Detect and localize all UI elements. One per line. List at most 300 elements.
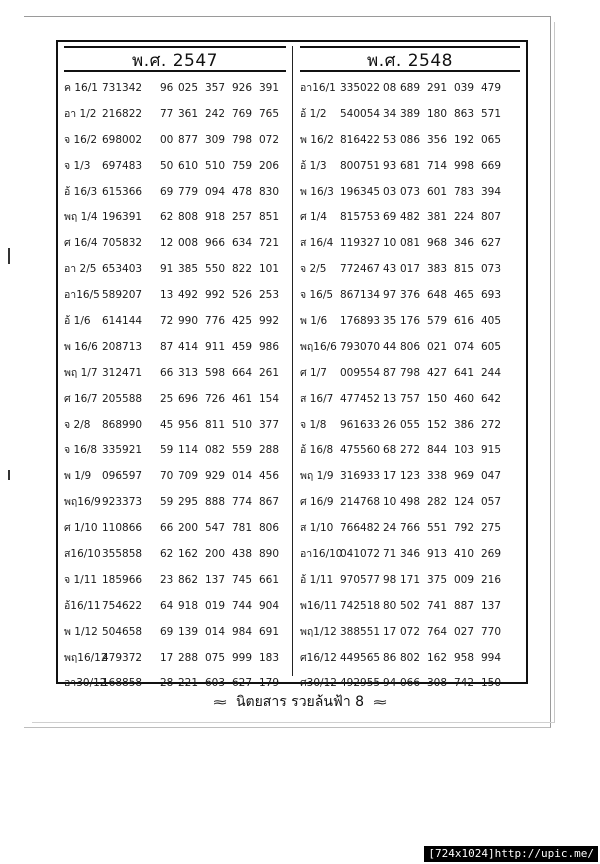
first-prize: 970577: [340, 573, 381, 586]
draw-date: อ้ 16/8: [300, 444, 334, 457]
three-digit: 086: [400, 133, 421, 146]
three-digit: 391: [259, 82, 280, 94]
result-row: [64, 257, 286, 283]
three-digit: 958: [454, 651, 475, 664]
draw-date: พ 16/3: [300, 185, 334, 198]
result-row: [300, 620, 520, 646]
result-row: [64, 231, 286, 257]
result-row: [64, 594, 286, 620]
three-digit: 405: [481, 315, 502, 328]
three-digit: 309: [205, 133, 226, 146]
first-prize: 477452: [340, 392, 381, 405]
result-row: [300, 309, 520, 335]
three-digit: 346: [400, 548, 421, 561]
three-digit: 150: [481, 677, 502, 690]
three-digit: 282: [427, 496, 448, 509]
draw-date: จ 16/5: [300, 289, 334, 302]
three-digit: 162: [427, 651, 448, 664]
draw-date: อา 2/5: [64, 263, 97, 276]
three-digit: 313: [178, 366, 199, 379]
three-digit: 783: [454, 185, 475, 198]
result-row: [64, 76, 286, 102]
first-prize: 540054: [340, 107, 381, 120]
scan-mark: [8, 248, 10, 264]
three-digit: 601: [427, 185, 448, 198]
three-digit: 559: [232, 444, 253, 457]
first-prize: 335022: [340, 82, 381, 94]
three-digit: 081: [400, 237, 421, 250]
result-row: [300, 335, 520, 361]
first-prize: 698002: [102, 133, 143, 146]
two-digit: 69: [160, 625, 174, 638]
result-row: [64, 102, 286, 128]
result-row: [64, 464, 286, 490]
three-digit: 152: [427, 418, 448, 431]
draw-date: พ 16/6: [64, 340, 98, 353]
two-digit: 35: [383, 315, 397, 328]
first-prize: 615366: [102, 185, 143, 198]
three-digit: 047: [481, 470, 502, 483]
three-digit: 377: [259, 418, 280, 431]
result-row: [300, 361, 520, 387]
three-digit: 764: [427, 625, 448, 638]
three-digit: 598: [205, 366, 226, 379]
three-digit: 253: [259, 289, 280, 302]
two-digit: 97: [383, 289, 397, 302]
three-digit: 074: [454, 340, 475, 353]
two-digit: 50: [160, 159, 174, 172]
three-digit: 992: [205, 289, 226, 302]
three-digit: 904: [259, 599, 280, 612]
draw-date: พฤ16/12: [64, 651, 108, 664]
three-digit: 681: [400, 159, 421, 172]
three-digit: 465: [454, 289, 475, 302]
three-digit: 956: [178, 418, 199, 431]
three-digit: 014: [232, 470, 253, 483]
draw-date: พฤ16/9: [64, 496, 101, 509]
three-digit: 072: [259, 133, 280, 146]
three-digit: 709: [178, 470, 199, 483]
three-digit: 547: [205, 522, 226, 535]
three-digit: 648: [427, 289, 448, 302]
three-digit: 742: [454, 677, 475, 690]
result-row: [300, 646, 520, 672]
three-digit: 641: [454, 366, 475, 379]
two-digit: 87: [160, 340, 174, 353]
first-prize: 119327: [340, 237, 381, 250]
three-digit: 357: [205, 82, 226, 94]
first-prize: 754622: [102, 599, 143, 612]
result-row: [64, 180, 286, 206]
three-digit: 101: [259, 263, 280, 276]
three-digit: 779: [178, 185, 199, 198]
two-digit: 08: [383, 82, 397, 94]
draw-date: อา30/12: [64, 677, 107, 690]
two-digit: 28: [160, 677, 174, 690]
two-digit: 98: [383, 573, 397, 586]
three-digit: 176: [400, 315, 421, 328]
three-digit: 308: [427, 677, 448, 690]
three-digit: 550: [205, 263, 226, 276]
three-digit: 482: [400, 211, 421, 224]
result-row: [300, 205, 520, 231]
result-row: [300, 594, 520, 620]
three-digit: 741: [427, 599, 448, 612]
two-digit: 68: [383, 444, 397, 457]
ornament-left-icon: ≈: [212, 695, 229, 709]
draw-date: พฤ 1/9: [300, 470, 334, 483]
first-prize: 653403: [102, 263, 143, 276]
three-digit: 992: [259, 315, 280, 328]
three-digit: 492: [178, 289, 199, 302]
draw-date: จ 1/8: [300, 418, 327, 431]
three-digit: 862: [178, 573, 199, 586]
three-digit: 605: [481, 340, 502, 353]
three-digit: 288: [259, 444, 280, 457]
first-prize: 504658: [102, 625, 143, 638]
two-digit: 86: [383, 651, 397, 664]
result-row: [64, 154, 286, 180]
three-digit: 867: [259, 496, 280, 509]
three-digit: 918: [178, 599, 199, 612]
three-digit: 361: [178, 107, 199, 120]
draw-date: พ 1/6: [300, 315, 328, 328]
three-digit: 385: [178, 263, 199, 276]
three-digit: 811: [205, 418, 226, 431]
draw-date: อา16/5: [64, 289, 100, 302]
three-digit: 815: [454, 263, 475, 276]
first-prize: 766482: [340, 522, 381, 535]
three-digit: 008: [178, 237, 199, 250]
three-digit: 984: [232, 625, 253, 638]
three-digit: 798: [232, 133, 253, 146]
draw-date: จ 2/5: [300, 263, 327, 276]
result-row: [64, 309, 286, 335]
three-digit: 200: [178, 522, 199, 535]
three-digit: 394: [481, 185, 502, 198]
three-digit: 291: [427, 82, 448, 94]
three-digit: 765: [259, 107, 280, 120]
result-row: [300, 283, 520, 309]
two-digit: 59: [160, 496, 174, 509]
watermark: [724x1024]http://upic.me/: [424, 846, 598, 862]
three-digit: 376: [400, 289, 421, 302]
three-digit: 073: [400, 185, 421, 198]
draw-date: ศ 16/4: [64, 237, 98, 250]
first-prize: 185966: [102, 573, 143, 586]
first-prize: 216822: [102, 107, 143, 120]
two-digit: 87: [383, 366, 397, 379]
result-row: [64, 490, 286, 516]
two-digit: 10: [383, 237, 397, 250]
three-digit: 808: [178, 211, 199, 224]
year-column-2547: [64, 46, 286, 697]
two-digit: 53: [383, 133, 397, 146]
two-digit: 66: [160, 366, 174, 379]
first-prize: 009554: [340, 366, 381, 379]
three-digit: 242: [205, 107, 226, 120]
first-prize: 867134: [340, 289, 381, 302]
three-digit: 183: [259, 651, 280, 664]
three-digit: 039: [454, 82, 475, 94]
first-prize: 208713: [102, 340, 143, 353]
result-row: [64, 205, 286, 231]
result-row: [64, 620, 286, 646]
draw-date: ส 16/4: [300, 237, 334, 250]
two-digit: 44: [383, 340, 397, 353]
three-digit: 072: [400, 625, 421, 638]
three-digit: 999: [232, 651, 253, 664]
result-row: [64, 568, 286, 594]
two-digit: 64: [160, 599, 174, 612]
result-row: [64, 542, 286, 568]
three-digit: 139: [178, 625, 199, 638]
three-digit: 759: [232, 159, 253, 172]
result-row: [300, 464, 520, 490]
three-digit: 180: [427, 107, 448, 120]
three-digit: 055: [400, 418, 421, 431]
result-row: [300, 516, 520, 542]
three-digit: 603: [205, 677, 226, 690]
first-prize: 697483: [102, 159, 143, 172]
three-digit: 269: [481, 548, 502, 561]
two-digit: 43: [383, 263, 397, 276]
three-digit: 410: [454, 548, 475, 561]
two-digit: 17: [160, 651, 174, 664]
first-prize: 492955: [340, 677, 381, 690]
three-digit: 221: [178, 677, 199, 690]
first-prize: 176893: [340, 315, 381, 328]
draw-date: พ 16/2: [300, 133, 334, 146]
two-digit: 93: [383, 159, 397, 172]
three-digit: 918: [205, 211, 226, 224]
three-digit: 383: [427, 263, 448, 276]
first-prize: 742518: [340, 599, 381, 612]
three-digit: 057: [481, 496, 502, 509]
first-prize: 196391: [102, 211, 143, 224]
draw-date: อ้16/11: [64, 599, 101, 612]
two-digit: 62: [160, 211, 174, 224]
first-prize: 096597: [102, 470, 143, 483]
draw-date: ศ 1/7: [300, 366, 327, 379]
three-digit: 664: [232, 366, 253, 379]
three-digit: 356: [427, 133, 448, 146]
three-digit: 150: [427, 392, 448, 405]
three-digit: 206: [259, 159, 280, 172]
result-row: [300, 102, 520, 128]
three-digit: 998: [454, 159, 475, 172]
result-row: [300, 542, 520, 568]
three-digit: 171: [400, 573, 421, 586]
three-digit: 510: [232, 418, 253, 431]
three-digit: 082: [205, 444, 226, 457]
three-digit: 792: [454, 522, 475, 535]
magazine-name: นิตยสาร รวยล้นฟ้า 8: [235, 694, 365, 710]
three-digit: 579: [427, 315, 448, 328]
three-digit: 338: [427, 470, 448, 483]
three-digit: 915: [481, 444, 502, 457]
first-prize: 793070: [340, 340, 381, 353]
two-digit: 17: [383, 470, 397, 483]
three-digit: 774: [232, 496, 253, 509]
three-digit: 288: [178, 651, 199, 664]
result-row: [64, 387, 286, 413]
two-digit: 24: [383, 522, 397, 535]
three-digit: 714: [427, 159, 448, 172]
result-row: [300, 128, 520, 154]
two-digit: 66: [160, 522, 174, 535]
scan-mark: [8, 470, 10, 480]
three-digit: 386: [454, 418, 475, 431]
three-digit: 479: [481, 82, 502, 94]
three-digit: 009: [454, 573, 475, 586]
three-digit: 822: [232, 263, 253, 276]
result-row: [300, 387, 520, 413]
three-digit: 019: [205, 599, 226, 612]
first-prize: 110866: [102, 522, 143, 535]
three-digit: 066: [400, 677, 421, 690]
result-row: [64, 646, 286, 672]
three-digit: 017: [400, 263, 421, 276]
first-prize: 335921: [102, 444, 143, 457]
two-digit: 69: [160, 185, 174, 198]
draw-date: ค 16/1: [64, 82, 98, 94]
three-digit: 969: [454, 470, 475, 483]
draw-date: พฤ16/6: [300, 340, 337, 353]
year-column-2548: [300, 46, 520, 697]
result-row: [300, 413, 520, 439]
three-digit: 456: [259, 470, 280, 483]
result-row: [300, 438, 520, 464]
two-digit: 71: [383, 548, 397, 561]
result-row: [300, 257, 520, 283]
draw-date: จ 2/8: [64, 418, 91, 431]
two-digit: 23: [160, 573, 174, 586]
draw-date: พฤ1/12: [300, 625, 337, 638]
result-row: [64, 335, 286, 361]
three-digit: 669: [481, 159, 502, 172]
draw-date: จ 16/2: [64, 133, 98, 146]
three-digit: 065: [481, 133, 502, 146]
draw-date: จ 1/11: [64, 573, 98, 586]
three-digit: 627: [232, 677, 253, 690]
ornament-right-icon: ≈: [371, 695, 388, 709]
draw-date: อ้ 1/6: [64, 315, 91, 328]
year-header: พ.ศ. 2547: [64, 46, 286, 72]
three-digit: 863: [454, 107, 475, 120]
first-prize: 816422: [340, 133, 381, 146]
three-digit: 073: [481, 263, 502, 276]
two-digit: 62: [160, 548, 174, 561]
two-digit: 25: [160, 392, 174, 405]
three-digit: 776: [205, 315, 226, 328]
two-digit: 17: [383, 625, 397, 638]
three-digit: 770: [481, 625, 502, 638]
three-digit: 691: [259, 625, 280, 638]
three-digit: 381: [427, 211, 448, 224]
two-digit: 77: [160, 107, 174, 120]
three-digit: 926: [232, 82, 253, 94]
three-digit: 137: [205, 573, 226, 586]
first-prize: 475560: [340, 444, 381, 457]
three-digit: 986: [259, 340, 280, 353]
first-prize: 705832: [102, 237, 143, 250]
three-digit: 781: [232, 522, 253, 535]
first-prize: 800751: [340, 159, 381, 172]
three-digit: 830: [259, 185, 280, 198]
three-digit: 257: [232, 211, 253, 224]
first-prize: 868990: [102, 418, 143, 431]
three-digit: 162: [178, 548, 199, 561]
draw-date: พฤ 1/7: [64, 366, 98, 379]
first-prize: 479372: [102, 651, 143, 664]
three-digit: 851: [259, 211, 280, 224]
two-digit: 12: [160, 237, 174, 250]
three-digit: 224: [454, 211, 475, 224]
first-prize: 041072: [340, 548, 381, 561]
draw-date: พ16/11: [300, 599, 338, 612]
first-prize: 205588: [102, 392, 143, 405]
draw-date: ศ30/12: [300, 677, 337, 690]
two-digit: 70: [160, 470, 174, 483]
three-digit: 887: [454, 599, 475, 612]
draw-date: พ 1/9: [64, 470, 92, 483]
draw-date: ศ 1/4: [300, 211, 327, 224]
two-digit: 80: [383, 599, 397, 612]
two-digit: 45: [160, 418, 174, 431]
draw-date: ส 16/7: [300, 392, 334, 405]
three-digit: 094: [205, 185, 226, 198]
three-digit: 806: [259, 522, 280, 535]
result-row: [64, 516, 286, 542]
two-digit: 91: [160, 263, 174, 276]
three-digit: 745: [232, 573, 253, 586]
three-digit: 375: [427, 573, 448, 586]
three-digit: 844: [427, 444, 448, 457]
three-digit: 744: [232, 599, 253, 612]
result-rows: [64, 76, 286, 697]
three-digit: 014: [205, 625, 226, 638]
column-divider: [292, 46, 293, 676]
three-digit: 689: [400, 82, 421, 94]
result-row: [300, 490, 520, 516]
three-digit: 075: [205, 651, 226, 664]
draw-date: ศ16/12: [300, 651, 337, 664]
result-rows: [300, 76, 520, 697]
three-digit: 192: [454, 133, 475, 146]
three-digit: 438: [232, 548, 253, 561]
draw-date: จ 1/3: [64, 159, 91, 172]
three-digit: 510: [205, 159, 226, 172]
result-row: [64, 361, 286, 387]
draw-date: อ้ 16/3: [64, 185, 98, 198]
three-digit: 877: [178, 133, 199, 146]
first-prize: 388551: [340, 625, 381, 638]
three-digit: 154: [259, 392, 280, 405]
two-digit: 34: [383, 107, 397, 120]
three-digit: 766: [400, 522, 421, 535]
three-digit: 025: [178, 82, 199, 94]
three-digit: 272: [400, 444, 421, 457]
three-digit: 526: [232, 289, 253, 302]
draw-date: อา16/1: [300, 82, 336, 94]
three-digit: 890: [259, 548, 280, 561]
three-digit: 642: [481, 392, 502, 405]
three-digit: 721: [259, 237, 280, 250]
three-digit: 459: [232, 340, 253, 353]
three-digit: 627: [481, 237, 502, 250]
first-prize: 961633: [340, 418, 381, 431]
